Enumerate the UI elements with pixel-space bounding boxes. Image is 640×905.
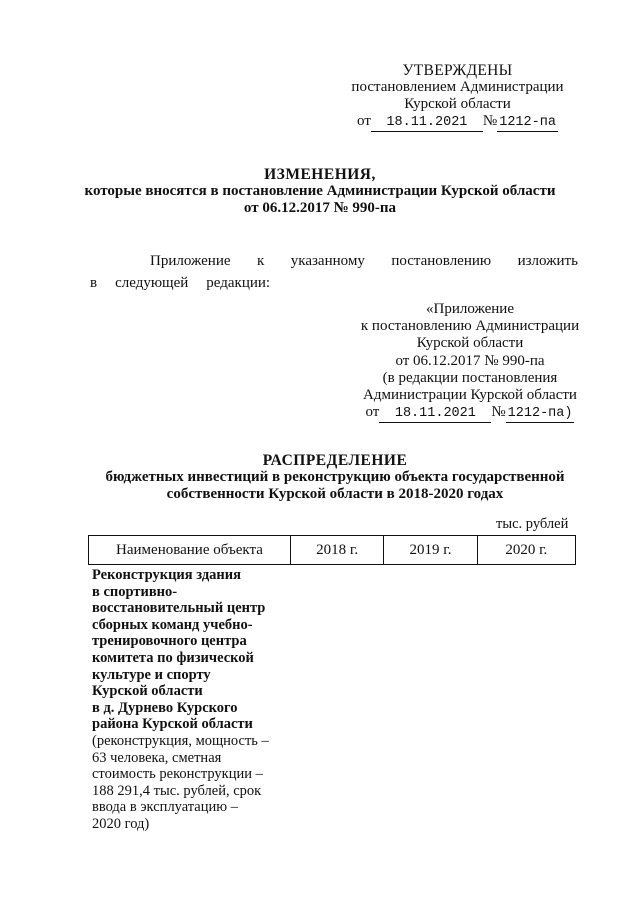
appendix-line-2: к постановлению Администрации: [360, 318, 580, 335]
unit-label: тыс. рублей: [496, 516, 569, 532]
object-name-line: в д. Дурнево Курского: [92, 699, 238, 716]
appendix-number: 1212-па): [506, 405, 575, 423]
object-name-line: Реконструкция здания: [92, 567, 241, 583]
distribution-heading: РАСПРЕДЕЛЕНИЕ: [262, 452, 408, 469]
changes-title: [80, 166, 560, 217]
appendix-line-3: Курской области: [416, 335, 524, 352]
approval-line-2: Курской области: [404, 96, 511, 112]
distribution-line-1: бюджетных инвестиций в реконструкцию объекта государственной: [105, 469, 565, 485]
paragraph-word: указанному: [290, 253, 365, 269]
appendix-block: [355, 301, 585, 423]
paragraph-word: редакции:: [206, 275, 271, 291]
appendix-date: 18.11.2021: [379, 405, 491, 423]
object-name-line: сборных команд учебно-: [92, 616, 253, 633]
distribution-title: [90, 452, 580, 503]
object-description: [92, 567, 272, 833]
column-header: 2020 г.: [477, 536, 575, 565]
appendix-line-5: (в редакции постановления: [382, 369, 558, 386]
appendix-line-1: «Приложение: [425, 301, 514, 317]
column-header: 2019 г.: [384, 536, 477, 565]
paragraph-line-1: [90, 250, 578, 272]
approval-date-prefix: от: [357, 113, 371, 129]
object-detail-line: ввода в эксплуатацию –: [92, 799, 238, 816]
paragraph-word: к: [257, 253, 265, 269]
column-header: 2018 г.: [290, 536, 383, 565]
paragraph-word: Приложение: [150, 253, 231, 269]
object-name-line: восстановительный центр: [92, 600, 266, 617]
object-name-line: Курской области: [92, 683, 203, 700]
paragraph-line-2: [90, 272, 578, 294]
changes-heading: ИЗМЕНЕНИЯ,: [264, 166, 376, 183]
changes-line-2: от 06.12.2017 № 990-па: [243, 200, 397, 216]
approval-block: [340, 62, 575, 132]
object-name-line: комитета по физической: [92, 649, 254, 666]
appendix-date-line: [355, 404, 585, 423]
paragraph-word: постановлению: [391, 253, 492, 269]
appendix-line-6: Администрации Курской области: [363, 387, 577, 404]
approval-number-prefix: №: [482, 113, 498, 129]
investment-table: [88, 535, 576, 565]
object-detail-line: 188 291,4 тыс. рублей, срок: [92, 782, 262, 799]
object-detail-line: стоимость реконструкции –: [92, 766, 263, 783]
column-header: Наименование объекта: [89, 536, 291, 565]
appendix-line-4: от 06.12.2017 № 990-па: [395, 352, 545, 369]
object-name-line: культуре и спорту: [92, 666, 211, 683]
distribution-line-2: собственности Курской области в 2018-2020 годах: [166, 486, 504, 502]
paragraph-word: следующей: [115, 275, 189, 291]
approval-date-line: [340, 113, 575, 132]
appendix-number-prefix: №: [491, 404, 506, 421]
object-name-line: в спортивно-: [92, 583, 178, 600]
body-paragraph: [90, 250, 578, 294]
paragraph-word: в: [90, 275, 98, 291]
approval-line-1: постановлением Администрации: [351, 79, 564, 95]
approval-date: 18.11.2021: [371, 114, 483, 132]
approval-heading: УТВЕРЖДЕНЫ: [402, 62, 513, 79]
object-detail-line: 63 человека, сметная: [92, 749, 222, 766]
object-detail-line: 2020 год): [92, 815, 150, 832]
table-header-row: [89, 536, 576, 565]
object-name-line: района Курской области: [92, 716, 253, 733]
object-name-line: тренировочного центра: [92, 633, 247, 650]
object-detail-line: (реконструкция, мощность –: [92, 732, 269, 749]
appendix-date-prefix: от: [365, 404, 380, 421]
approval-number: 1212-па: [499, 115, 556, 130]
changes-line-1: которые вносятся в постановление Администрации Курской области: [84, 183, 556, 199]
paragraph-word: изложить: [517, 253, 578, 269]
